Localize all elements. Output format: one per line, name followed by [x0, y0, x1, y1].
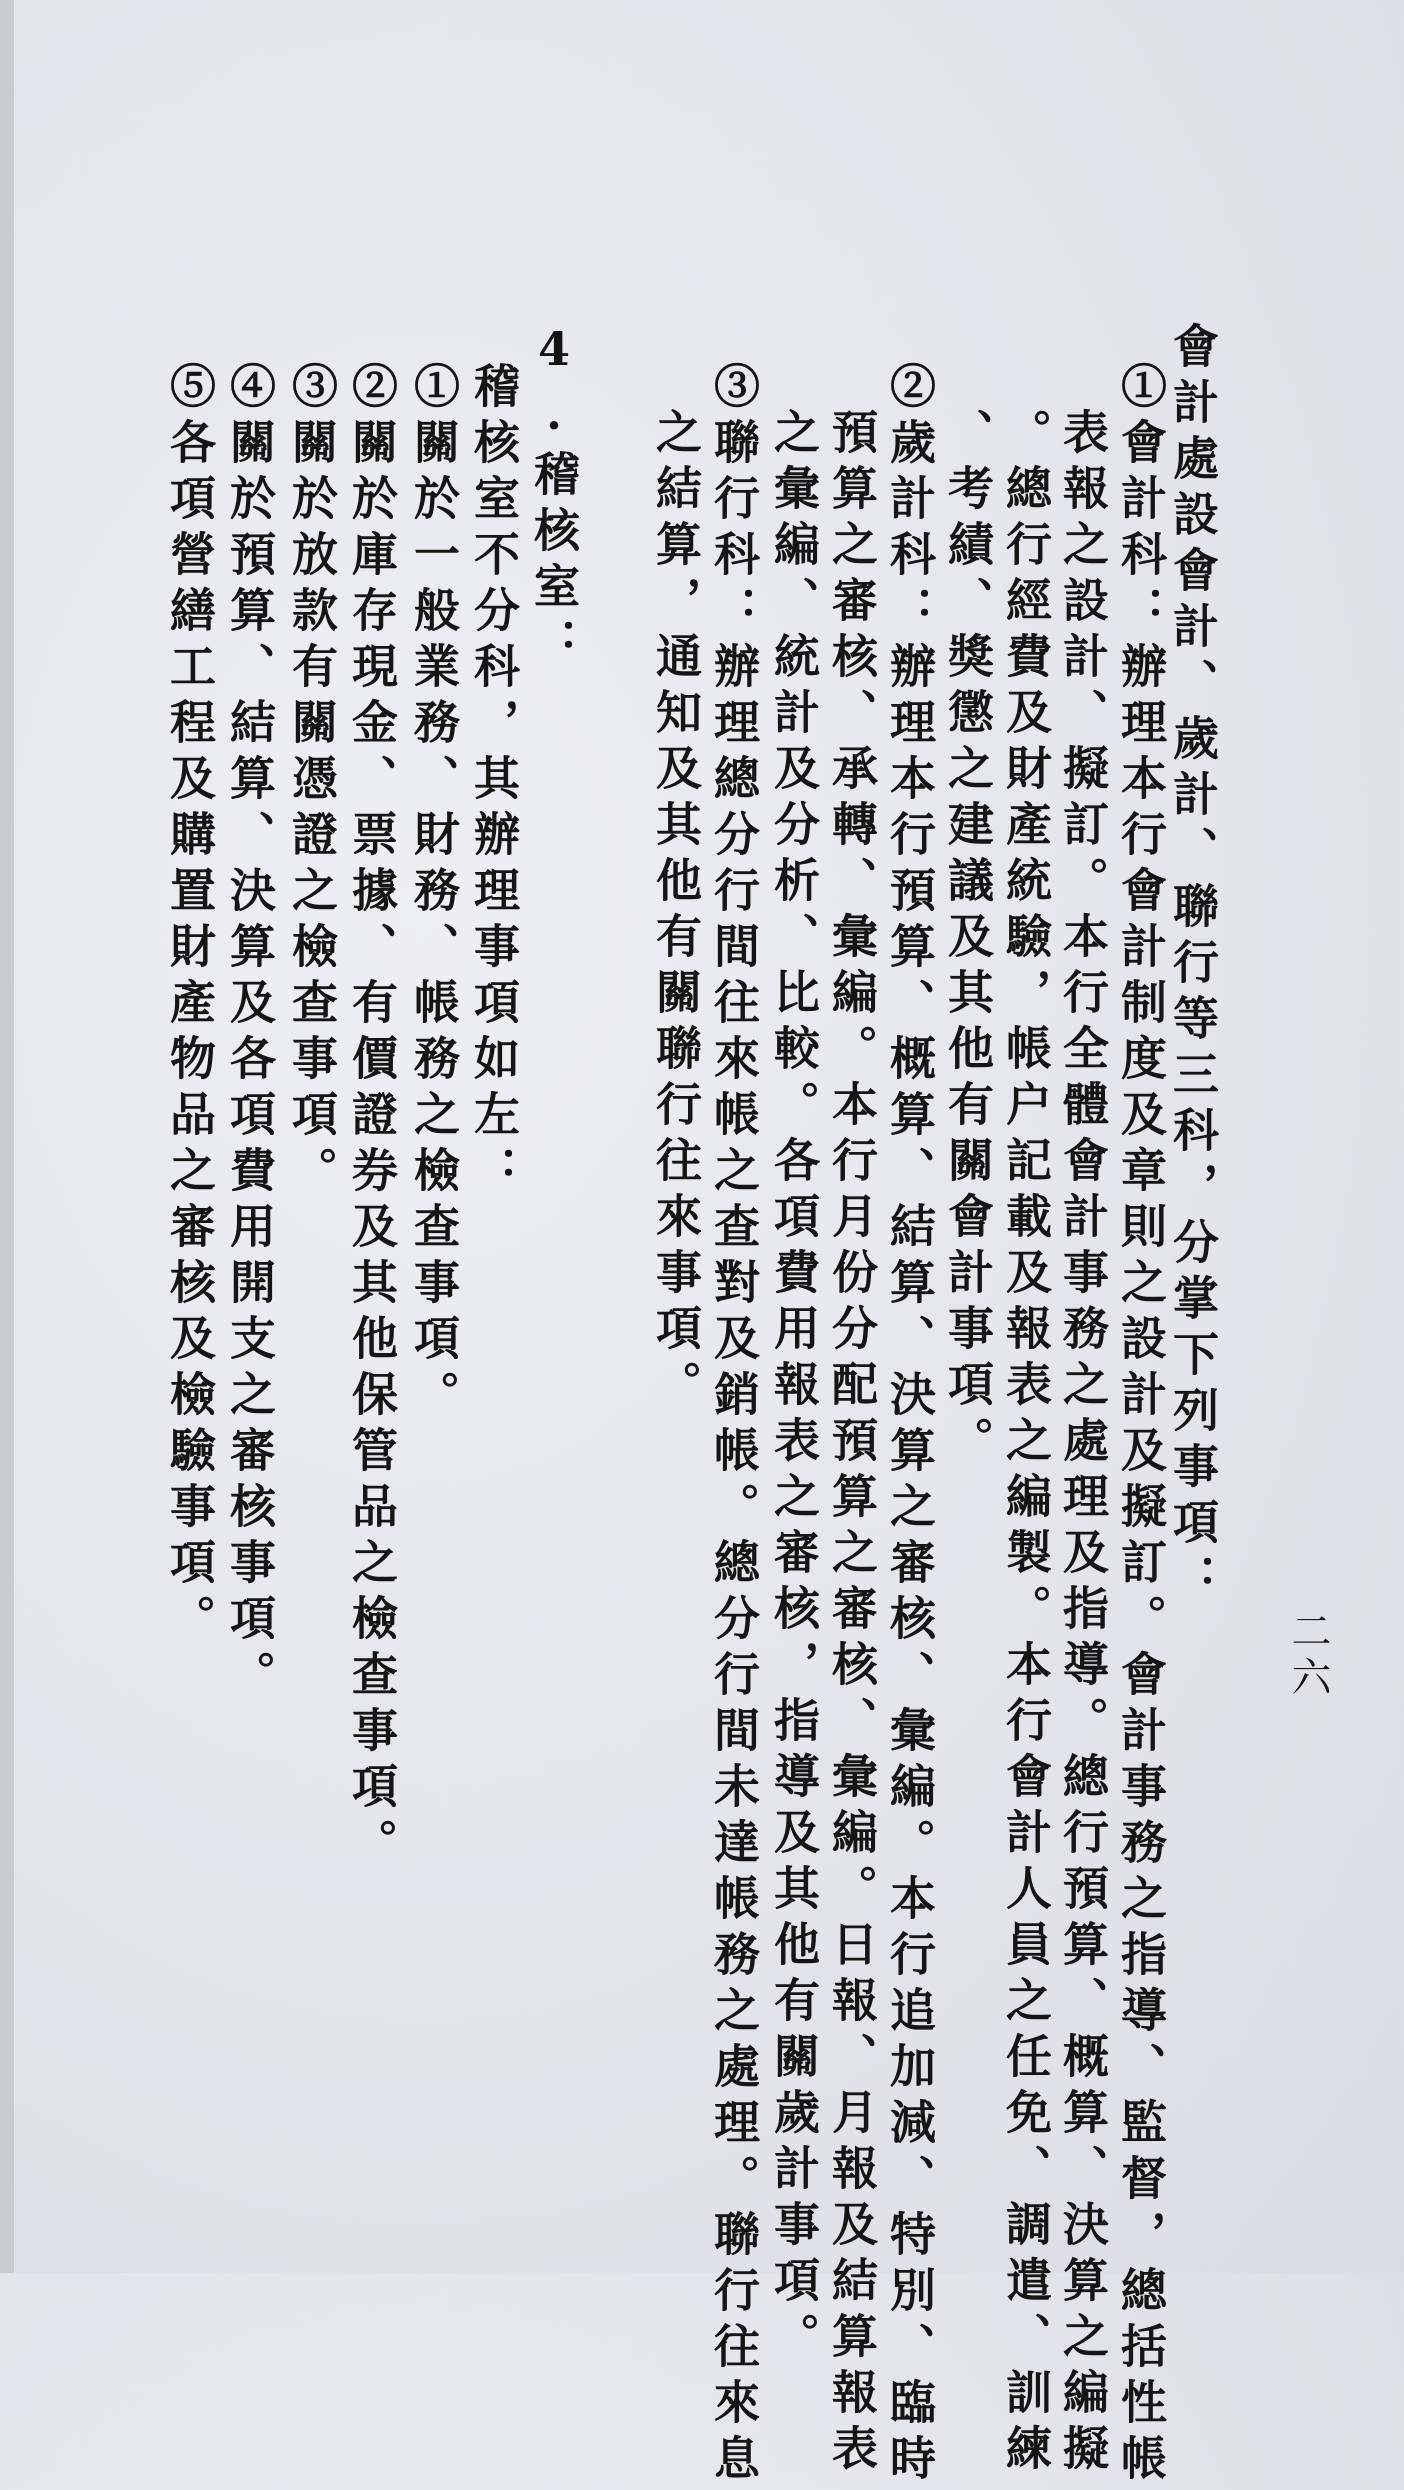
page-edge-shadow [0, 0, 14, 2273]
text-column: ③聯行科：辦理總分行間往來帳之查對及銷帳。總分行間未達帳務之處理。聯行往來息 [707, 362, 761, 2490]
text-column: ①會計科：辦理本行會計制度及章則之設計及擬訂。會計事務之指導、監督，總括性帳 [1114, 362, 1168, 2490]
list-item: ⑤各項營繕工程及購置財產物品之審核及檢驗事項。 [163, 362, 217, 1650]
text-column: 之結算，通知及其他有關聯行往來事項。 [649, 408, 703, 1416]
page-number: 二六 [1285, 1610, 1331, 1702]
text-column: 、考績、獎懲之建議及其他有關會計事項。 [941, 408, 995, 1472]
section-heading: 4.稽核室： [527, 322, 581, 674]
list-item: ①關於一般業務、財務、帳務之檢查事項。 [407, 362, 461, 1426]
text-column: 。總行經費及財產統驗，帳户記載及報表之編製。本行會計人員之任免、調遣、訓練 [999, 408, 1053, 2480]
text-column: 之彙編、統計及分析、比較。各項費用報表之審核，指導及其他有關歲計事項。 [767, 408, 821, 2368]
text-column: 稽核室不分科，其辦理事項如左： [467, 362, 521, 1202]
text-column: 預算之審核、承轉、彙編。本行月份分配預算之審核、彙編。日報、月報及結算報表 [825, 408, 879, 2480]
text-column: ②歲計科：辦理本行預算、概算、結算、決算之審核、彙編。本行追加減、特別、臨時 [883, 362, 937, 2490]
list-item: ④關於預算、結算、決算及各項費用開支之審核事項。 [223, 362, 277, 1706]
list-item: ③關於放款有關憑證之檢查事項。 [285, 362, 339, 1202]
list-item: ②關於庫存現金、票據、有價證券及其他保管品之檢查事項。 [345, 362, 399, 1874]
text-column: 會計處設會計、歲計、聯行等三科，分掌下列事項： [1166, 322, 1220, 1610]
text-column: 表報之設計、擬訂。本行全體會計事務之處理及指導。總行預算、概算、決算之編擬 [1056, 408, 1110, 2480]
